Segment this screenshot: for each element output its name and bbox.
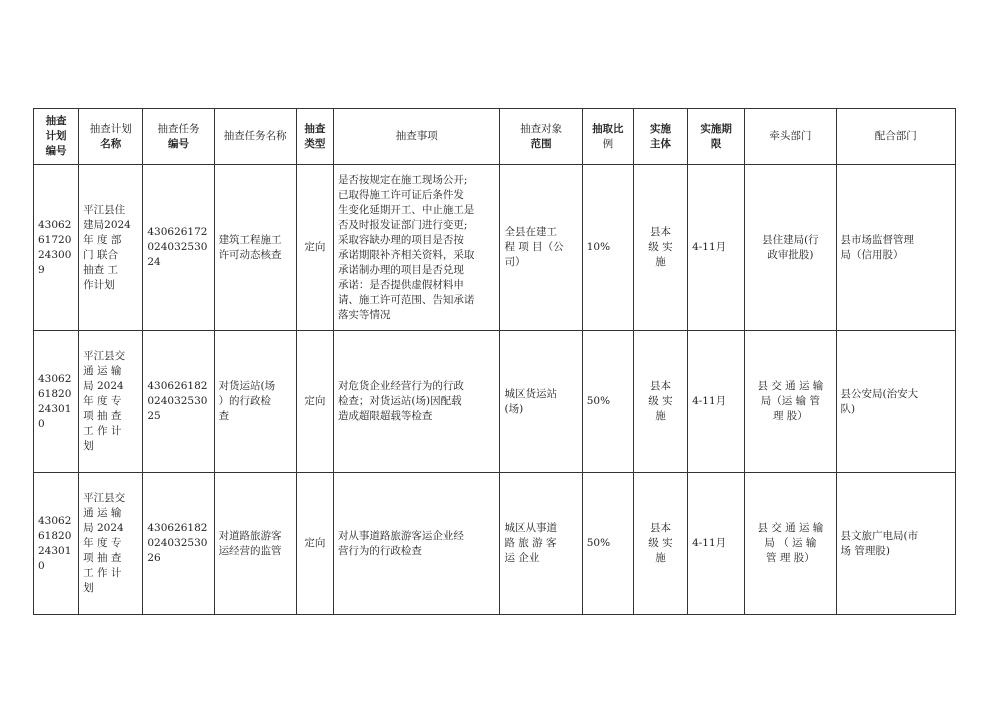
cell-line: 24300 — [38, 248, 72, 261]
header-text: 抽查任务名称 — [223, 130, 287, 142]
cell-line: 25 — [147, 410, 161, 422]
header-scope — [500, 109, 582, 165]
cell-line: 程 项 目（公 — [504, 241, 564, 253]
cell-line: 局 2024 — [83, 380, 124, 392]
cell-line: 局 （ 运 输 — [764, 537, 817, 549]
subject-cell — [633, 331, 687, 473]
subject-cell — [633, 165, 687, 331]
cell-line: 县本 — [649, 226, 671, 238]
header-row — [34, 109, 956, 165]
cell-line: 施 — [655, 410, 666, 422]
cell-line: 平江县交 — [83, 492, 126, 504]
task-name-cell — [214, 165, 296, 331]
cell-line: 项 抽 查 — [83, 410, 122, 422]
cell-line: 营行为的行政检查 — [337, 544, 422, 557]
cell-line: 查 — [218, 410, 230, 422]
cell-line: 已取得施工许可证后条件发 — [337, 188, 464, 201]
header-text: 抽查事项 — [395, 130, 438, 142]
cell-line: 划 — [83, 582, 94, 594]
cell-line: 县公安局(治安大 — [840, 387, 919, 400]
header-text: 牵头部门 — [769, 130, 812, 142]
cell-line: 年 度 部 — [83, 233, 122, 246]
items-cell — [333, 165, 500, 331]
plan-name-cell — [79, 331, 143, 473]
cell-line: 局（运 输 管 — [760, 395, 820, 407]
assist-dept-cell — [836, 165, 955, 331]
cell-line: 430626172 — [147, 226, 208, 238]
cell-line: 城区从事道 — [504, 522, 557, 534]
cell-line: 门 联合 — [83, 248, 118, 261]
cell-line: 年 度 专 — [83, 395, 122, 407]
plan-number-cell — [34, 331, 79, 473]
header-assist-dept — [836, 109, 955, 165]
cell-line: 运经营的监管 — [218, 544, 282, 557]
cell-line: 对危货企业经营行为的行政 — [337, 380, 464, 392]
lead-dept-cell — [745, 331, 836, 473]
header-text: 抽取比 — [592, 122, 624, 135]
header-plan-name — [79, 109, 143, 165]
cell-line: 级 实 — [648, 241, 673, 253]
cell-line: 施 — [655, 256, 666, 268]
period-cell: 4-11月 — [688, 165, 745, 331]
cell-line: 施 — [655, 552, 666, 564]
cell-line: 县 交 通 运 输 — [757, 380, 824, 392]
header-subject — [633, 109, 687, 165]
header-text: 抽查 — [304, 122, 326, 135]
cell-line: 24301 — [38, 544, 72, 557]
cell-line: 理 股） — [772, 410, 808, 422]
header-text: 名称 — [100, 137, 122, 150]
cell-line: 县市场监督管理 — [840, 233, 915, 246]
items-cell — [333, 473, 500, 615]
cell-line: 级 实 — [648, 537, 673, 549]
header-text: 类型 — [304, 137, 326, 150]
header-text: 配合部门 — [874, 130, 917, 142]
task-number-cell — [143, 331, 214, 473]
header-ratio — [582, 109, 633, 165]
cell-line: 项 抽 查 — [83, 552, 122, 564]
cell-line: 承诺：是否提供虚假材料申 — [337, 278, 464, 291]
cell-line: 工 作 计 — [83, 425, 122, 437]
cell-line: 生变化延期开工、中止施工是 — [337, 203, 475, 216]
header-text: 限 — [710, 137, 722, 150]
cell-line: 承诺期限补齐相关资料，采取 — [337, 248, 475, 261]
cell-line: 划 — [83, 440, 94, 452]
cell-line: 全县在建工 — [504, 226, 557, 238]
cell-line: 9 — [38, 263, 45, 276]
cell-line: 430626182 — [147, 522, 208, 534]
period-cell: 4-11月 — [688, 331, 745, 473]
scope-cell — [500, 473, 582, 615]
task-name-cell — [214, 473, 296, 615]
cell-line: 对道路旅游客 — [218, 529, 282, 542]
plan-number-cell — [34, 165, 79, 331]
cell-line: 否及时报发证部门进行变更; — [337, 218, 468, 231]
cell-line: 0 — [38, 559, 45, 572]
ratio-cell: 50% — [582, 331, 633, 473]
cell-line: 承诺制办理的项目是否兑现 — [337, 263, 464, 276]
cell-line: 作计划 — [83, 278, 115, 291]
cell-line: 61820 — [38, 529, 72, 542]
cell-line: 路 旅 游 客 — [504, 537, 557, 549]
cell-line: 司） — [504, 256, 526, 268]
cell-line: 年 度 专 — [83, 537, 122, 549]
cell-line: 26 — [147, 552, 161, 564]
header-task-no — [143, 109, 214, 165]
cell-line: ）的行政检 — [218, 395, 272, 407]
cell-line: 024032530 — [147, 395, 208, 407]
table-row — [34, 473, 956, 615]
cell-line: 县本 — [649, 380, 671, 392]
assist-dept-cell — [836, 473, 955, 615]
cell-line: 430626182 — [147, 380, 208, 392]
header-text: 抽查 — [45, 115, 67, 127]
lead-dept-cell — [745, 473, 836, 615]
header-type — [296, 109, 333, 165]
cell-line: 城区货运站 — [504, 387, 557, 400]
ratio-cell: 50% — [582, 473, 633, 615]
header-text: 抽查对象 — [520, 122, 563, 135]
header-lead-dept — [745, 109, 836, 165]
header-period — [688, 109, 745, 165]
cell-line: 24301 — [38, 402, 72, 415]
cell-line: 县本 — [649, 522, 671, 534]
header-text: 计划 — [45, 130, 67, 142]
cell-line: 许可动态核查 — [218, 248, 282, 261]
cell-line: 运 企业 — [504, 552, 540, 564]
header-text: 编号 — [167, 137, 189, 150]
lead-dept-cell — [745, 165, 836, 331]
cell-line: 通 运 输 — [83, 365, 122, 377]
header-text: 范围 — [530, 137, 552, 150]
cell-line: 工 作 计 — [83, 567, 122, 579]
type-cell: 定向 — [296, 165, 333, 331]
plan-name-cell — [79, 473, 143, 615]
cell-line: 建局2024 — [83, 218, 131, 231]
table-row — [34, 331, 956, 473]
cell-line: 落实等情况 — [337, 308, 391, 321]
cell-line: 0 — [38, 417, 45, 430]
cell-line: 通 运 输 — [83, 507, 122, 519]
period-cell: 4-11月 — [688, 473, 745, 615]
cell-line: 24 — [147, 256, 161, 268]
cell-line: 管 理 股） — [766, 552, 815, 564]
cell-line: (场) — [504, 402, 524, 415]
cell-line: 43062 — [38, 218, 72, 231]
task-name-cell — [214, 331, 296, 473]
header-text: 例 — [602, 137, 614, 150]
cell-line: 政审批股) — [767, 248, 814, 261]
cell-line: 是否按规定在施工现场公开; — [337, 173, 468, 186]
task-number-cell — [143, 165, 214, 331]
cell-line: 对从事道路旅游客运企业经 — [337, 529, 464, 542]
cell-line: 平江县交 — [83, 350, 126, 362]
cell-line: 建筑工程施工 — [218, 233, 282, 246]
inspection-plan-table — [33, 108, 956, 615]
header-text: 实施期 — [700, 122, 732, 135]
cell-line: 县文旅广电局(市 — [840, 529, 919, 542]
cell-line: 61720 — [38, 233, 72, 246]
cell-line: 队) — [840, 402, 856, 415]
plan-name-cell — [79, 165, 143, 331]
cell-line: 级 实 — [648, 395, 673, 407]
header-text: 编号 — [45, 145, 67, 157]
cell-line: 检查；对货运站(场)因配载 — [337, 395, 462, 407]
assist-dept-cell — [836, 331, 955, 473]
task-number-cell — [143, 473, 214, 615]
cell-line: 县住建局(行 — [762, 233, 819, 246]
header-text: 主体 — [649, 137, 671, 150]
items-cell — [333, 331, 500, 473]
plan-number-cell — [34, 473, 79, 615]
cell-line: 对货运站(场 — [218, 380, 276, 392]
type-cell: 定向 — [296, 331, 333, 473]
cell-line: 请、施工许可范围、告知承诺 — [337, 293, 475, 306]
table-row — [34, 165, 956, 331]
scope-cell — [500, 165, 582, 331]
cell-line: 43062 — [38, 372, 72, 385]
cell-line: 43062 — [38, 514, 72, 527]
subject-cell — [633, 473, 687, 615]
cell-line: 024032530 — [147, 537, 208, 549]
header-task-name — [214, 109, 296, 165]
cell-line: 局（信用股） — [840, 248, 904, 261]
scope-cell — [500, 331, 582, 473]
cell-line: 局 2024 — [83, 522, 124, 534]
ratio-cell: 10% — [582, 165, 633, 331]
cell-line: 场 管理股) — [840, 544, 890, 557]
cell-line: 县 交 通 运 输 — [757, 522, 824, 534]
cell-line: 造成超限超载等检查 — [337, 410, 433, 422]
header-plan-no — [34, 109, 79, 165]
cell-line: 61820 — [38, 387, 72, 400]
header-text: 实施 — [649, 122, 671, 135]
header-items — [333, 109, 500, 165]
cell-line: 平江县住 — [83, 203, 126, 216]
header-text: 抽查任务 — [157, 122, 200, 135]
cell-line: 抽查 工 — [83, 263, 118, 276]
cell-line: 采取容缺办理的项目是否按 — [337, 233, 464, 246]
type-cell: 定向 — [296, 473, 333, 615]
header-text: 抽查计划 — [89, 122, 132, 135]
cell-line: 024032530 — [147, 241, 208, 253]
